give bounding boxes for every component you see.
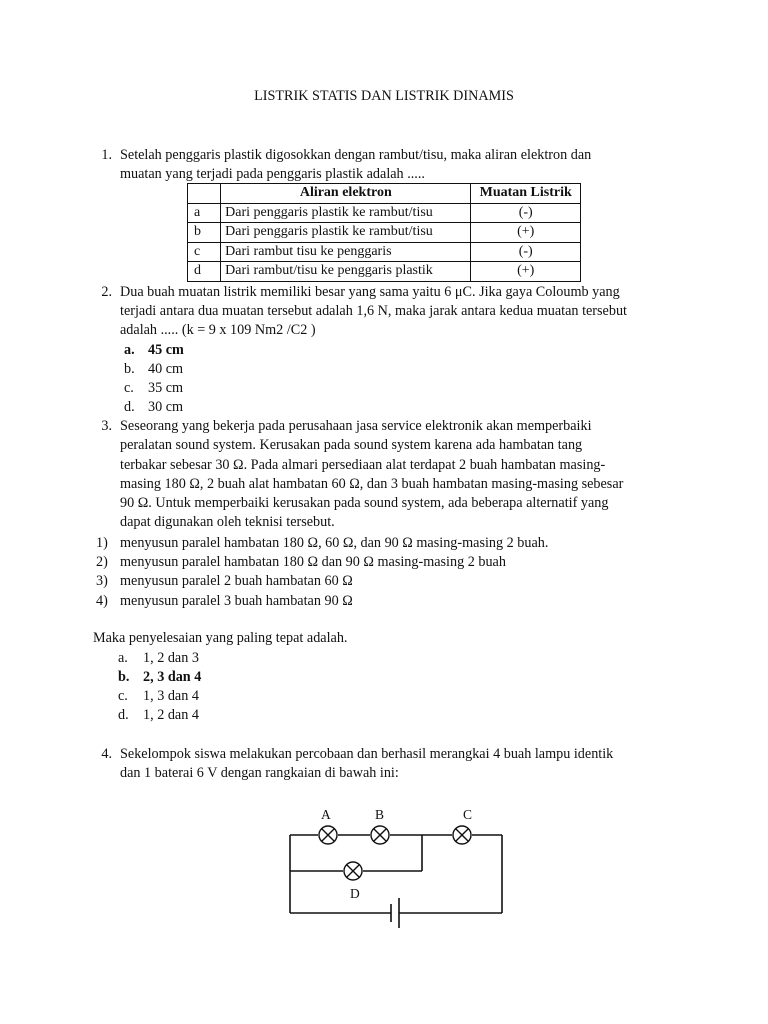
lamp-label: C xyxy=(463,807,473,822)
lamp-label: A xyxy=(321,807,331,822)
option-letter: a. xyxy=(124,342,135,358)
alternative-text: menyusun paralel 3 buah hambatan 90 Ω xyxy=(120,593,353,609)
lamp-a-icon xyxy=(319,826,337,844)
battery-icon xyxy=(391,898,399,928)
table-header: Aliran elektron xyxy=(221,184,471,204)
alternative-number: 2) xyxy=(96,554,108,570)
table-cell-label: b xyxy=(188,223,221,243)
question-text-line: adalah ..... (k = 9 x 109 Nm2 /C2 ) xyxy=(120,322,316,338)
question-text-line: masing 180 Ω, 2 buah alat hambatan 60 Ω, dan 3 buah hambatan masing-masing sebesar xyxy=(120,476,624,492)
table-cell-flow: Dari rambut/tisu ke penggaris plastik xyxy=(221,262,471,282)
option-letter: b. xyxy=(124,361,135,377)
table-cell-flow: Dari penggaris plastik ke rambut/tisu xyxy=(221,223,471,243)
question-text-line: Setelah penggaris plastik digosokkan dengan rambut/tisu, maka aliran elektron dan xyxy=(120,147,592,163)
question-text-line: dapat digunakan oleh teknisi tersebut. xyxy=(120,514,335,530)
option-text: 1, 2 dan 3 xyxy=(143,650,199,666)
question-number: 2. xyxy=(101,284,112,300)
question-text-line: terbakar sebesar 30 Ω. Pada almari persediaan alat terdapat 2 buah hambatan masing- xyxy=(120,457,606,473)
table-row xyxy=(188,242,581,262)
alternative-number: 3) xyxy=(96,573,108,589)
option-text: 1, 3 dan 4 xyxy=(143,688,199,704)
circuit-wires xyxy=(290,835,502,913)
option-text: 2, 3 dan 4 xyxy=(143,669,202,685)
question-text-line: 90 Ω. Untuk memperbaiki kerusakan pada sound system, ada beberapa alternatif yang xyxy=(120,495,609,511)
alternative-number: 4) xyxy=(96,593,108,609)
table-cell-label: c xyxy=(188,242,221,262)
question-text-line: muatan yang terjadi pada penggaris plastik adalah ..... xyxy=(120,166,425,182)
lamp-c-icon xyxy=(453,826,471,844)
question-number: 1. xyxy=(101,147,112,163)
table-cell-flow: Dari rambut tisu ke penggaris xyxy=(221,242,471,262)
table-cell-flow: Dari penggaris plastik ke rambut/tisu xyxy=(221,203,471,223)
option-letter: c. xyxy=(118,688,128,704)
alternative-text: menyusun paralel hambatan 180 Ω dan 90 Ω masing-masing 2 buah xyxy=(120,554,506,570)
option-text: 30 cm xyxy=(148,399,184,415)
circuit-diagram xyxy=(280,800,520,930)
question-number: 4. xyxy=(101,746,112,762)
alternative-number: 1) xyxy=(96,535,108,551)
table-cell-charge: (-) xyxy=(471,203,581,223)
alternative-text: menyusun paralel 2 buah hambatan 60 Ω xyxy=(120,573,353,589)
option-text: 35 cm xyxy=(148,380,184,396)
table-row xyxy=(188,262,581,282)
option-letter: b. xyxy=(118,669,130,685)
answer-table xyxy=(187,183,581,282)
question-text-line: terjadi antara dua muatan tersebut adalah 1,6 N, maka jarak antara kedua muatan tersebut xyxy=(120,303,627,319)
question-prompt: Maka penyelesaian yang paling tepat adalah. xyxy=(93,630,348,646)
table-header-blank xyxy=(188,184,221,204)
table-cell-label: a xyxy=(188,203,221,223)
table-row xyxy=(188,203,581,223)
lamp-label: B xyxy=(375,807,385,822)
question-text-line: Seseorang yang bekerja pada perusahaan jasa service elektronik akan memperbaiki xyxy=(120,418,592,434)
option-letter: d. xyxy=(124,399,135,415)
table-header-row xyxy=(188,184,581,204)
table-header: Muatan Listrik xyxy=(471,184,581,204)
lamp-b-icon xyxy=(371,826,389,844)
page-title: LISTRIK STATIS DAN LISTRIK DINAMIS xyxy=(254,88,514,104)
table-cell-charge: (+) xyxy=(471,262,581,282)
option-text: 1, 2 dan 4 xyxy=(143,707,199,723)
question-text-line: Sekelompok siswa melakukan percobaan dan berhasil merangkai 4 buah lampu identik xyxy=(120,746,614,762)
table-cell-charge: (+) xyxy=(471,223,581,243)
table-cell-label: d xyxy=(188,262,221,282)
option-letter: a. xyxy=(118,650,128,666)
question-text-line: Dua buah muatan listrik memiliki besar yang sama yaitu 6 μC. Jika gaya Coloumb yang xyxy=(120,284,620,300)
question-text-line: dan 1 baterai 6 V dengan rangkaian di bawah ini: xyxy=(120,765,399,781)
option-letter: c. xyxy=(124,380,134,396)
lamp-label: D xyxy=(350,886,360,901)
lamp-d-icon xyxy=(344,862,362,880)
table-row xyxy=(188,223,581,243)
option-text: 40 cm xyxy=(148,361,184,377)
option-text: 45 cm xyxy=(148,342,184,358)
question-text-line: peralatan sound system. Kerusakan pada sound system karena ada hambatan tang xyxy=(120,437,583,453)
alternative-text: menyusun paralel hambatan 180 Ω, 60 Ω, dan 90 Ω masing-masing 2 buah. xyxy=(120,535,549,551)
table-cell-charge: (-) xyxy=(471,242,581,262)
question-number: 3. xyxy=(101,418,112,434)
option-letter: d. xyxy=(118,707,129,723)
